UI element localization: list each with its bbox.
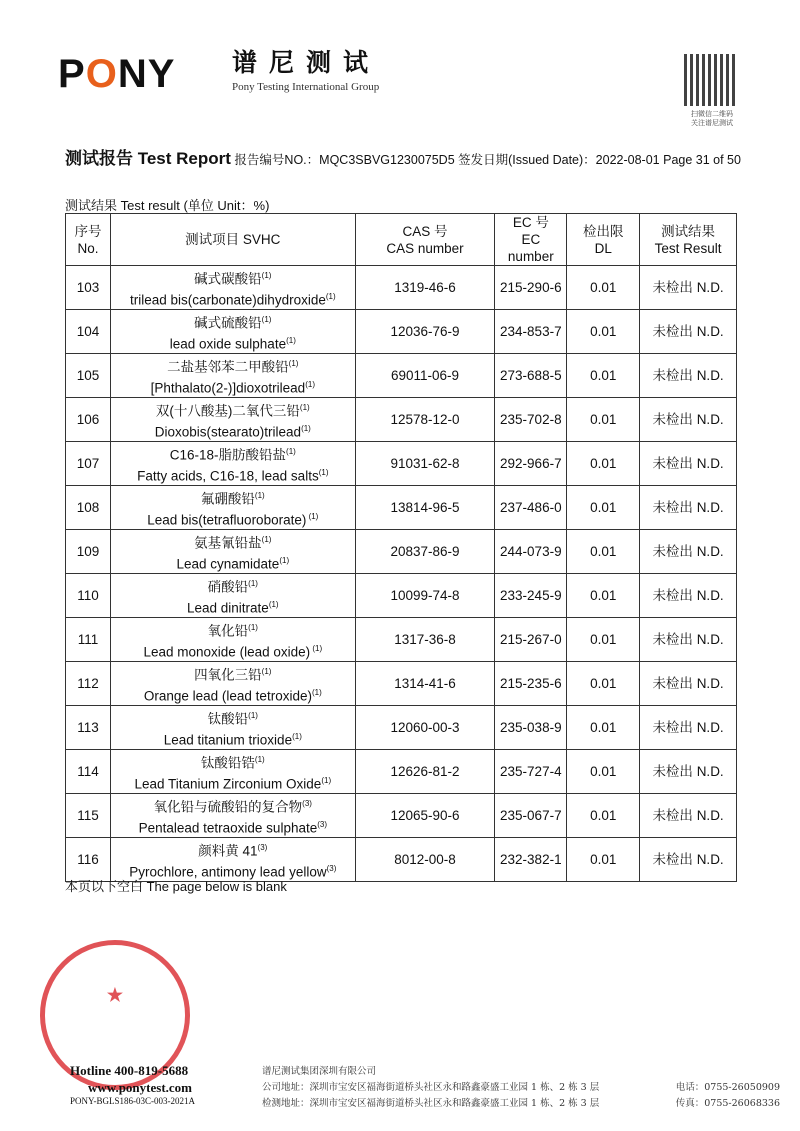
substance [110, 618, 355, 662]
ec-number: 292-966-7 [495, 442, 567, 486]
ec-number: 234-853-7 [495, 310, 567, 354]
row-no: 112 [66, 662, 111, 706]
qr-code-icon [684, 54, 736, 106]
table-row [66, 750, 737, 794]
row-no: 103 [66, 266, 111, 310]
substance-en: Fatty acids, C16-18, lead salts$^{(1)}$ [137, 467, 329, 483]
cas-number: 12036-76-9 [355, 310, 495, 354]
table-row [66, 530, 737, 574]
test-result: 未检出 N.D. [640, 838, 737, 882]
company-seal: ★ [40, 940, 190, 1090]
table-row [66, 266, 737, 310]
cas-number: 69011-06-9 [355, 354, 495, 398]
substance [110, 530, 355, 574]
substance-en: Orange lead (lead tetroxide)$^{(1)}$ [143, 687, 322, 703]
test-result: 未检出 N.D. [640, 574, 737, 618]
substance-en: Lead dinitrate$^{(1)}$ [187, 599, 279, 615]
svhc-table [65, 213, 737, 882]
substance-cn: 颜料黄 41$^{(3)}$ [198, 843, 268, 859]
table-row [66, 662, 737, 706]
table-row [66, 706, 737, 750]
row-no: 109 [66, 530, 111, 574]
cas-number: 12065-90-6 [355, 794, 495, 838]
number-label: 报告编号NO.： [234, 153, 320, 167]
company-address: 公司地址：深圳市宝安区福海街道桥头社区永和路鑫豪盛工业园 1 栋、2 栋 3 层 [262, 1082, 600, 1093]
header-cn: EC 号 [512, 215, 549, 230]
section-title: 测试结果 Test result (单位 Unit：%) [65, 198, 270, 213]
column-header [567, 214, 640, 266]
cas-number: 12060-00-3 [355, 706, 495, 750]
row-no: 110 [66, 574, 111, 618]
test-result: 未检出 N.D. [640, 706, 737, 750]
website-link[interactable]: www.ponytest.com [88, 1080, 192, 1095]
substance [110, 662, 355, 706]
substance-en: Lead titanium trioxide$^{(1)}$ [163, 731, 302, 747]
blank-note: 本页以下空白 The page below is blank [65, 879, 287, 894]
ec-number: 244-073-9 [495, 530, 567, 574]
ec-number: 232-382-1 [495, 838, 567, 882]
row-no: 111 [66, 618, 111, 662]
substance-en: Lead monoxide (lead oxide) $^{(1)}$ [143, 643, 323, 659]
substance-en: Dioxobis(stearato)trilead$^{(1)}$ [154, 423, 311, 439]
row-no: 113 [66, 706, 111, 750]
table-row [66, 574, 737, 618]
detection-limit: 0.01 [567, 706, 640, 750]
phone: 电话：0755-26050909 [675, 1082, 780, 1093]
substance-cn: C16-18-脂肪酸铅盐$^{(1)}$ [169, 447, 296, 463]
ec-number: 215-290-6 [495, 266, 567, 310]
test-result: 未检出 N.D. [640, 618, 737, 662]
cas-number: 1317-36-8 [355, 618, 495, 662]
table-row [66, 794, 737, 838]
substance-en: lead oxide sulphate$^{(1)}$ [169, 335, 296, 351]
substance-en: Pyrochlore, antimony lead yellow$^{(3)}$ [129, 863, 337, 879]
test-result: 未检出 N.D. [640, 398, 737, 442]
issued-date: 2022-08-01 [595, 153, 660, 167]
detection-limit: 0.01 [567, 486, 640, 530]
footer-contact [70, 1062, 195, 1106]
table-row [66, 618, 737, 662]
substance-cn: 氟硼酸铅$^{(1)}$ [200, 491, 265, 507]
substance-cn: 钛酸铅$^{(1)}$ [207, 711, 258, 727]
detection-limit: 0.01 [567, 838, 640, 882]
row-no: 114 [66, 750, 111, 794]
detection-limit: 0.01 [567, 794, 640, 838]
header-en: Test Result [654, 240, 722, 256]
qr-caption-1: 扫微信二维码 [691, 111, 733, 118]
cas-number: 8012-00-8 [355, 838, 495, 882]
doc-code: PONY-BGLS186-03C-003-2021A [70, 1096, 196, 1106]
substance-cn: 四氧化三铅$^{(1)}$ [194, 667, 272, 683]
row-no: 115 [66, 794, 111, 838]
detection-limit: 0.01 [567, 530, 640, 574]
substance [110, 794, 355, 838]
substance-en: Lead bis(tetrafluoroborate) $^{(1)}$ [147, 511, 319, 527]
test-result: 未检出 N.D. [640, 310, 737, 354]
ec-number: 237-486-0 [495, 486, 567, 530]
detection-limit: 0.01 [567, 574, 640, 618]
qr-caption-2: 关注谱尼测试 [691, 120, 733, 127]
footer-address [262, 1064, 780, 1112]
substance [110, 442, 355, 486]
column-header [640, 214, 737, 266]
detection-limit: 0.01 [567, 310, 640, 354]
substance-cn: 氨基氰铅盐$^{(1)}$ [194, 535, 272, 551]
detection-limit: 0.01 [567, 618, 640, 662]
ec-number: 235-038-9 [495, 706, 567, 750]
substance-cn: 碱式碳酸铅$^{(1)}$ [194, 271, 272, 287]
table-row [66, 310, 737, 354]
ec-number: 215-235-6 [495, 662, 567, 706]
cas-number: 20837-86-9 [355, 530, 495, 574]
row-no: 106 [66, 398, 111, 442]
detection-limit: 0.01 [567, 750, 640, 794]
row-no: 116 [66, 838, 111, 882]
detection-limit: 0.01 [567, 662, 640, 706]
substance-cn: 硝酸铅$^{(1)}$ [207, 579, 258, 595]
substance [110, 266, 355, 310]
substance-en: [Phthalato(2-)]dioxotrilead$^{(1)}$ [150, 379, 315, 395]
substance-en: Lead Titanium Zirconium Oxide$^{(1)}$ [134, 775, 332, 791]
substance [110, 486, 355, 530]
header-en: CAS number [386, 240, 464, 256]
ec-number: 235-702-8 [495, 398, 567, 442]
column-header [110, 214, 355, 266]
test-result: 未检出 N.D. [640, 750, 737, 794]
substance-cn: 碱式硫酸铅$^{(1)}$ [194, 315, 272, 331]
table-row [66, 838, 737, 882]
test-result: 未检出 N.D. [640, 486, 737, 530]
pony-logo: PONY [58, 52, 176, 96]
substance [110, 354, 355, 398]
cas-number: 91031-62-8 [355, 442, 495, 486]
substance-cn: 钛酸铅锆$^{(1)}$ [200, 755, 265, 771]
test-result: 未检出 N.D. [640, 662, 737, 706]
substance-cn: 氧化铅与硫酸铅的复合物$^{(3)}$ [153, 799, 312, 815]
row-no: 105 [66, 354, 111, 398]
substance [110, 838, 355, 882]
test-result: 未检出 N.D. [640, 530, 737, 574]
hotline: Hotline 400-819-5688 [70, 1063, 189, 1078]
header-en: No. [77, 240, 99, 256]
logo-cn: 谱尼测试 [232, 48, 381, 77]
report-title [65, 144, 741, 169]
ec-number: 233-245-9 [495, 574, 567, 618]
cas-number: 10099-74-8 [355, 574, 495, 618]
substance-en: Pentalead tetraoxide sulphate$^{(3)}$ [138, 819, 328, 835]
substance [110, 706, 355, 750]
ec-number: 215-267-0 [495, 618, 567, 662]
table-header [66, 214, 737, 266]
report-number: MQC3SBVG1230075D5 [319, 153, 455, 167]
table-row [66, 398, 737, 442]
column-header [66, 214, 111, 266]
table-row [66, 486, 737, 530]
cas-number: 12578-12-0 [355, 398, 495, 442]
test-result: 未检出 N.D. [640, 354, 737, 398]
detection-limit: 0.01 [567, 442, 640, 486]
cas-number: 1314-41-6 [355, 662, 495, 706]
detection-limit: 0.01 [567, 266, 640, 310]
substance [110, 398, 355, 442]
date-label: 签发日期(Issued Date)： [458, 153, 596, 167]
ec-number: 273-688-5 [495, 354, 567, 398]
cas-number: 13814-96-5 [355, 486, 495, 530]
header-en: EC number [507, 232, 554, 264]
detection-limit: 0.01 [567, 354, 640, 398]
cas-number: 1319-46-6 [355, 266, 495, 310]
fax: 传真：0755-26068336 [675, 1098, 780, 1109]
row-no: 107 [66, 442, 111, 486]
ec-number: 235-067-7 [495, 794, 567, 838]
detection-limit: 0.01 [567, 398, 640, 442]
qr-caption [680, 110, 744, 128]
substance [110, 310, 355, 354]
row-no: 108 [66, 486, 111, 530]
test-result: 未检出 N.D. [640, 442, 737, 486]
table-row [66, 442, 737, 486]
test-address: 检测地址：深圳市宝安区福海街道桥头社区永和路鑫豪盛工业园 1 栋、2 栋 3 层 [262, 1098, 600, 1109]
header-cn: 测试结果 [661, 223, 716, 239]
company-name: 谱尼测试集团深圳有限公司 [262, 1066, 377, 1077]
cas-number: 12626-81-2 [355, 750, 495, 794]
header-cn: 检出限 [582, 223, 624, 239]
table-row [66, 354, 737, 398]
logo-en: Pony Testing International Group [232, 81, 380, 93]
test-result: 未检出 N.D. [640, 794, 737, 838]
page-number: Page 31 of 50 [663, 153, 741, 167]
header-cn: 序号 [74, 223, 102, 239]
substance-cn: 氧化铅$^{(1)}$ [207, 623, 258, 639]
substance [110, 574, 355, 618]
substance-cn: 二盐基邻苯二甲酸铅$^{(1)}$ [167, 359, 299, 375]
test-result: 未检出 N.D. [640, 266, 737, 310]
header-en: DL [594, 240, 612, 256]
title-cn: 测试报告 [65, 149, 133, 168]
column-header [355, 214, 495, 266]
substance-cn: 双(十八酸基)二氧代三铅$^{(1)}$ [155, 403, 310, 419]
header-cn: CAS 号 [402, 223, 448, 239]
title-en: Test Report [137, 149, 231, 168]
row-no: 104 [66, 310, 111, 354]
substance-en: Lead cynamidate$^{(1)}$ [176, 555, 290, 571]
column-header [495, 214, 567, 266]
substance [110, 750, 355, 794]
ec-number: 235-727-4 [495, 750, 567, 794]
substance-en: trilead bis(carbonate)dihydroxide$^{(1)}$ [129, 291, 336, 307]
header-cn: 测试项目 SVHC [185, 232, 281, 247]
